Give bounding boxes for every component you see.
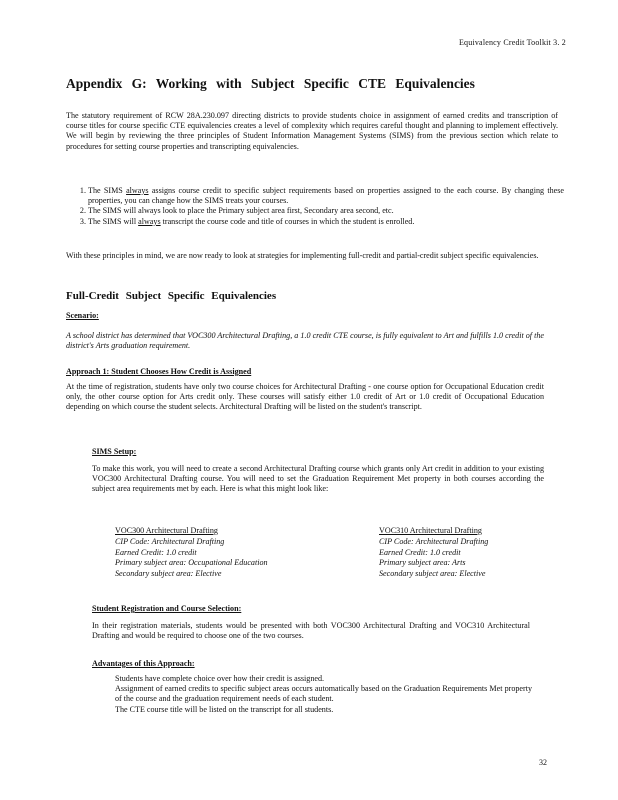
course-earned-credit: Earned Credit: 1.0 credit [379,547,461,557]
intro-paragraph-2: With these principles in mind, we are now ready to look at strategies for implementing full-credit and partial-credit subject specific equivalencies. [66,251,539,260]
course-primary-area: Primary subject area: Arts [379,558,466,568]
course-secondary-area: Secondary subject area: Elective [379,569,486,579]
approach-text: At the time of registration, students have only two course choices for Architectural Drafting - one course option for Occupational Education credit only, the other course option for Arts credit only. These courses will satisfy either 1.0 credit of Art or 1.0 credit of Occupational Education depending on which course the student selects. Architectural Drafting will be listed on the student's transcript. [66,382,544,412]
advantages-label: Advantages of this Approach: [92,659,195,668]
list-item: The CTE course title will be listed on the transcript for all students. [92,705,532,715]
list-item: Assignment of earned credits to specific subject areas occurs automatically based on the Graduation Requirements Met property of the course and the graduation requirement needs of each student. [92,684,532,704]
principle-item: 3. The SIMS will always transcript the course code and title of courses in which the student is enrolled. [88,217,564,227]
course-primary-area: Primary subject area: Occupational Education [115,558,268,568]
registration-label: Student Registration and Course Selection: [92,604,242,613]
course-earned-credit: Earned Credit: 1.0 credit [115,547,197,557]
scenario-text: A school district has determined that VOC300 Architectural Drafting, a 1.0 credit CTE course, is fully equivalent to Art and fulfills 1.0 credit of the district's Arts graduation requirement. [66,331,544,351]
principles-list [66,186,564,227]
course-secondary-area: Secondary subject area: Elective [115,569,222,579]
approach-label: Approach 1: Student Chooses How Credit is Assigned [66,367,252,376]
bullet-icon [101,674,107,684]
scenario-label: Scenario: [66,311,99,320]
course-card-voc300 [115,526,325,580]
sims-setup-text: To make this work, you will need to create a second Architectural Drafting course which grants only Art credit in addition to your existing VOC300 Architectural Drafting course. You will need to set the Graduation Requirement Met property in both courses according the subject area requirements met by each. Here is what this might look like: [92,464,544,494]
section-heading: Full-Credit Subject Specific Equivalencies [66,290,277,302]
course-title: VOC300 Architectural Drafting [115,526,218,535]
bullet-icon [101,684,107,694]
running-head: Equivalency Credit Toolkit 3. 2 [458,38,566,47]
page-number: 32 [539,758,547,767]
sims-setup-label: SIMS Setup: [92,447,137,456]
intro-paragraph: The statutory requirement of RCW 28A.230.097 directing districts to provide students choice in assignment of earned credits and transcription of course titles for course specific CTE equivalencies creates a level of complexity which requires careful thought and planning to implement effectively. We will begin by reviewing the three principles of Student Information Management Systems (SIMS) from the previous section which relate to procedures for setting course properties and transcripting equivalencies. [66,111,558,151]
course-cip: CIP Code: Architectural Drafting [115,536,225,546]
advantages-list [92,674,532,715]
course-title: VOC310 Architectural Drafting [379,526,482,535]
bullet-icon [101,705,107,715]
list-item: Students have complete choice over how their credit is assigned. [92,674,532,684]
course-card-voc310 [379,526,529,580]
principle-item: 2. The SIMS will always look to place the Primary subject area first, Secondary area second, etc. [88,206,564,216]
principle-item: 1. The SIMS always assigns course credit to specific subject requirements based on properties assigned to the each course. By changing these properties, you can change how the SIMS treats your courses. [88,186,564,206]
registration-text: In their registration materials, students would be presented with both VOC300 Architectural Drafting and VOC310 Architectural Drafting and would be required to choose one of the two courses. [92,621,530,641]
course-cip: CIP Code: Architectural Drafting [379,536,489,546]
page-title: Appendix G: Working with Subject Specific CTE Equivalencies [66,76,475,91]
